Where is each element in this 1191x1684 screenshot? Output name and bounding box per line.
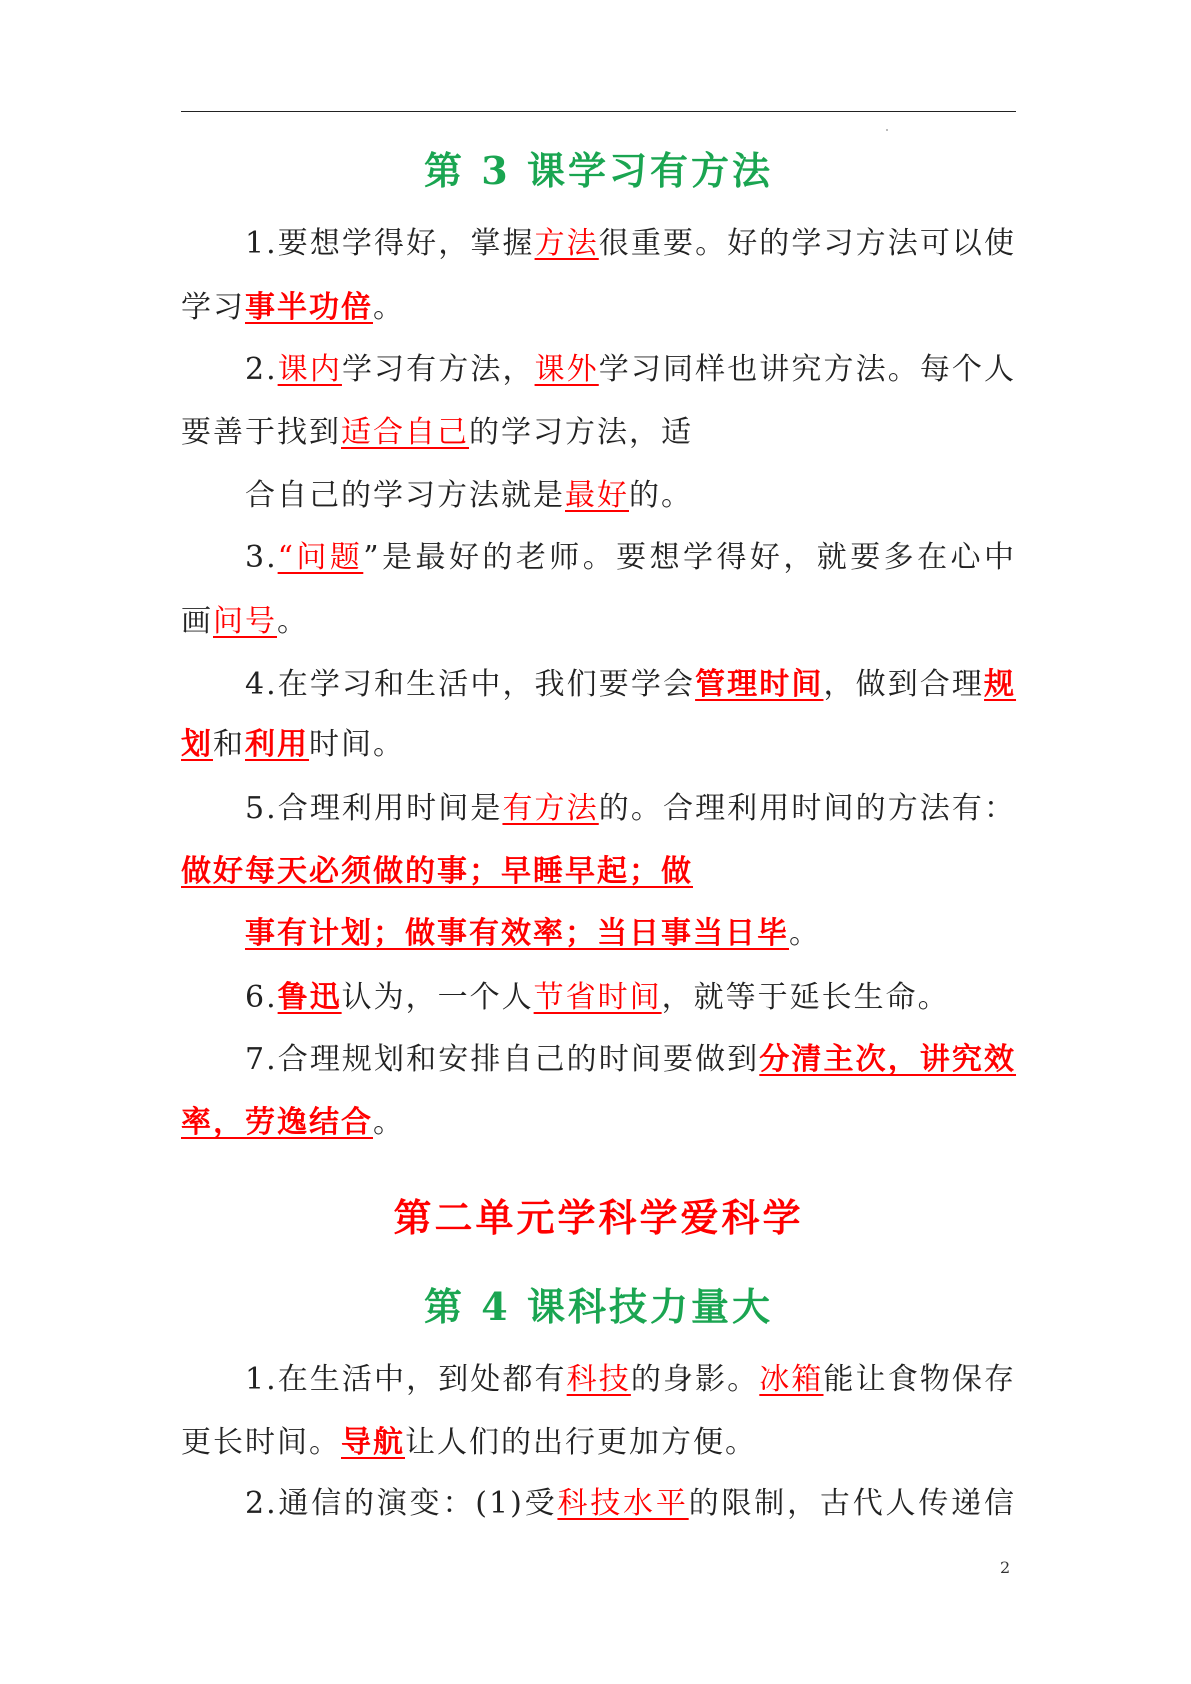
highlighted-keyword: 导航 [341,1425,405,1460]
highlighted-keyword: 问号 [213,604,277,639]
text-line [181,411,1016,455]
highlighted-keyword: 事半功倍 [245,290,373,325]
text-run: 3. [245,540,278,575]
text-run: 认为，一个人 [341,980,534,1015]
highlighted-keyword: “问题 [277,540,364,575]
text-run: 7.合理规划和安排自己的时间要做到 [245,1042,760,1077]
text-line [181,536,1016,580]
highlighted-keyword: 课外 [534,352,599,387]
lesson-4-title: 第 4 课科技力量大 [424,1284,773,1329]
text-line [181,222,1016,266]
text-line [181,1101,1016,1145]
text-run: 让人们的出行更加方便。 [405,1425,757,1460]
text-run: 。 [277,604,309,639]
text-run: 合自己的学习方法就是 [245,478,565,513]
text-run: 更长时间。 [181,1425,341,1460]
lesson-3-title: 第 3 课学习有方法 [424,148,773,193]
text-line [181,348,1016,392]
header-rule [181,111,1016,112]
text-line [181,1421,1016,1465]
text-line [181,850,1016,894]
speck [886,129,888,131]
text-line [181,663,1016,707]
text-run: 。 [373,290,405,325]
text-run: 能让食物保存 [823,1362,1017,1397]
highlighted-keyword: 做好每天必须做的事；早睡早起；做 [181,854,693,889]
text-run: ”是最好的老师。要想学得好，就要多在心中 [363,540,1016,575]
text-run: 学习有方法， [341,352,535,387]
text-run: 学习 [181,290,245,325]
highlighted-keyword: 冰箱 [759,1362,824,1397]
highlighted-keyword: 科技水平 [557,1486,689,1521]
highlighted-keyword: 方法 [534,226,599,261]
highlighted-keyword: 课内 [277,352,342,387]
text-run: 很重要。好的学习方法可以使 [598,226,1017,261]
text-run: 1.要想学得好，掌握 [245,226,535,261]
highlighted-keyword: 管理时间 [695,667,824,702]
text-run: 。 [373,1105,405,1140]
text-run: ，就等于延长生命。 [661,980,950,1015]
highlighted-keyword: 事有计划；做事有效率；当日事当日毕 [245,916,789,951]
highlighted-keyword: 率，劳逸结合 [181,1105,373,1140]
text-line [181,286,1016,330]
text-run: 和 [213,727,245,762]
text-run: 学习同样也讲究方法。每个人 [598,352,1017,387]
text-run: 的学习方法，适 [469,415,693,450]
text-line [181,976,1016,1020]
highlighted-keyword: 划 [181,727,213,762]
text-line [181,1358,1016,1402]
text-run: 的限制，古代人传递信 [688,1486,1016,1521]
text-run: 5.合理利用时间是 [245,791,503,826]
highlighted-keyword: 适合自己 [341,415,469,450]
text-line [181,723,1016,767]
text-run: 1.在生活中，到处都有 [245,1362,567,1397]
highlighted-keyword: 节省时间 [533,980,662,1015]
highlighted-keyword: 有方法 [502,791,599,826]
highlighted-keyword: 规 [984,667,1017,702]
text-line [181,600,1016,644]
text-run: 时间。 [309,727,405,762]
highlighted-keyword: 科技 [566,1362,631,1397]
text-run: 。 [789,916,821,951]
highlighted-keyword: 鲁迅 [277,980,342,1015]
text-line [181,787,1016,831]
text-run: 4.在学习和生活中，我们要学会 [245,667,696,702]
text-run: 的。 [629,478,693,513]
text-line [181,474,1016,518]
text-run: 6. [245,980,278,1015]
text-run: ，做到合理 [823,667,985,702]
text-run: 要善于找到 [181,415,341,450]
text-line [181,1038,1016,1082]
highlighted-keyword: 最好 [565,478,629,513]
highlighted-keyword: 利用 [245,727,309,762]
text-run: 的身影。 [630,1362,760,1397]
page-number: 2 [1000,1558,1011,1577]
text-run: 2.通信的演变：(1)受 [245,1486,558,1521]
text-run: 2. [245,352,278,387]
text-run: 画 [181,604,213,639]
highlighted-keyword: 分清主次，讲究效 [759,1042,1017,1077]
text-line [181,912,1016,956]
text-line [181,1482,1016,1526]
unit-2-title: 第二单元学科学爱科学 [393,1195,804,1240]
text-run: 的。合理利用时间的方法有： [598,791,1017,826]
